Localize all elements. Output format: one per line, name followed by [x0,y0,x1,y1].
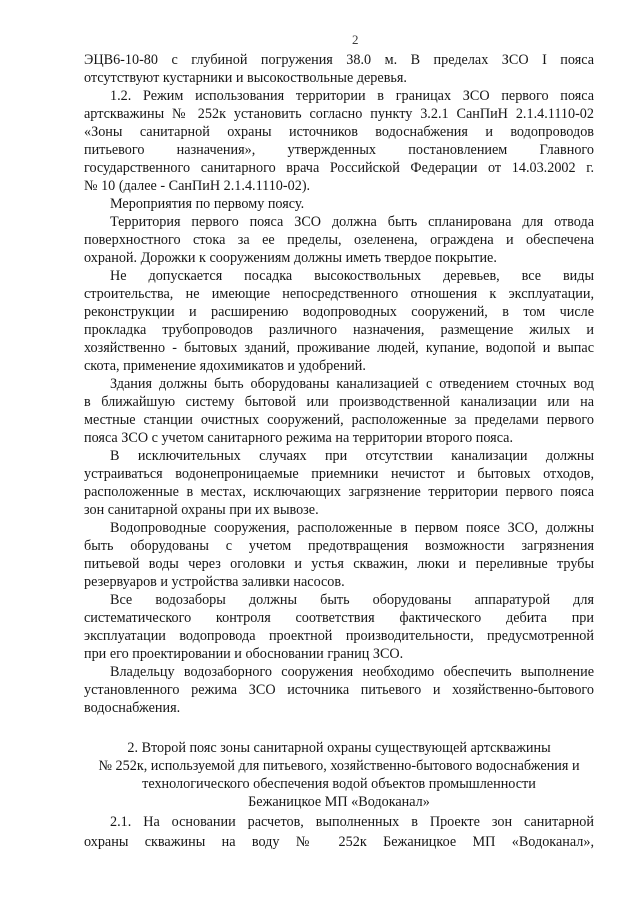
text-line: поверхностного стока за ее пределы, озеленена, ограждена и обеспечена [84,232,594,248]
text-line: эксплуатации водопровода проектной производительности, предусмотренной [84,628,594,644]
text-line: хозяйственно - бытовых зданий, проживание людей, купание, водопой и выпас [84,340,594,356]
text-line: артскважины № 252к установить согласно пункту 3.2.1 СанПиН 2.1.4.1110-02 [84,106,594,122]
section-heading-line: Бежаницкое МП «Водоканал» [248,794,430,810]
section-heading-line: 2. Второй пояс зоны санитарной охраны существующей артскважины [127,740,551,756]
text-line: питьевой воды через оголовки и устья скважин, люки и переливные трубы [84,556,594,572]
text-line: «Зоны санитарной охраны источников водоснабжения и водопроводов [84,124,594,140]
text-line: установленного режима ЗСО источника питьевого и хозяйственно-бытового [84,682,594,698]
text-line: Все водозаборы должны быть оборудованы аппаратурой для [110,592,594,608]
text-line: систематического контроля соответствия фактического дебита при [84,610,594,626]
page-number: 2 [352,32,359,47]
text-line: строительства, не имеющие непосредственного отношения к эксплуатации, [84,286,594,302]
text-line: быть оборудованы с учетом предотвращения возможности загрязнения [84,538,594,554]
text-line: прокладка трубопроводов различного назначения, размещение жилых и [84,322,594,338]
text-line: при его проектировании и обосновании границ ЗСО. [84,646,404,662]
text-line: в ближайшую систему бытовой или производственной канализации или на [84,394,594,410]
text-line: Не допускается посадка высокоствольных деревьев, все виды [110,268,594,284]
text-line: Здания должны быть оборудованы канализацией с отведением сточных вод [110,376,594,392]
text-line: отсутствуют кустарники и высокоствольные деревья. [84,70,407,86]
text-line: резервуаров и устройства заливки насосов. [84,574,345,590]
text-line: пояса ЗСО с учетом санитарного режима на территории второго пояса. [84,430,514,446]
text-line: охраны скважины на воду № 252к Бежаницкое МП «Водоканал», [84,834,594,850]
text-line: расположенные в местах, исключающих загрязнение территории первого пояса [84,484,594,500]
text-line: Водопроводные сооружения, расположенные в первом поясе ЗСО, должны [110,520,594,536]
text-line: питьевого назначения», утвержденных постановлением Главного [84,142,594,158]
text-line: зон санитарной охраны при их вывозе. [84,502,319,518]
text-line: Территория первого пояса ЗСО должна быть спланирована для отвода [110,214,594,230]
text-line: скота, применение ядохимикатов и удобрений. [84,358,366,374]
text-line: 2.1. На основании расчетов, выполненных в Проекте зон санитарной [110,814,594,830]
section-heading-line: № 252к, используемой для питьевого, хозяйственно-бытового водоснабжения и [98,758,580,774]
text-line: Владельцу водозаборного сооружения необходимо обеспечить выполнение [110,664,594,680]
text-line: В исключительных случаях при отсутствии канализации должны [110,448,594,464]
text-line: ЭЦВ6-10-80 с глубиной погружения 38.0 м. В пределах ЗСО I пояса [84,52,594,68]
text-line: № 10 (далее - СанПиН 2.1.4.1110-02). [84,178,311,194]
text-line: водоснабжения. [84,700,181,716]
text-line: местные станции очистных сооружений, расположенные за пределами первого [84,412,594,428]
section-subheading: Мероприятия по первому поясу. [110,196,305,212]
text-line: устраиваться водонепроницаемые приемники нечистот и бытовых отходов, [84,466,594,482]
section-heading-line: технологического обеспечения водой объектов промышленности [142,776,536,792]
text-line: 1.2. Режим использования территории в границах ЗСО первого пояса [110,88,594,104]
text-line: охраной. Дорожки к сооружениям должны иметь твердое покрытие. [84,250,497,266]
text-line: реконструкции и расширению водопроводных сооружений, в том числе [84,304,594,320]
text-line: государственного санитарного врача Российской Федерации от 14.03.2002 г. [84,160,594,176]
